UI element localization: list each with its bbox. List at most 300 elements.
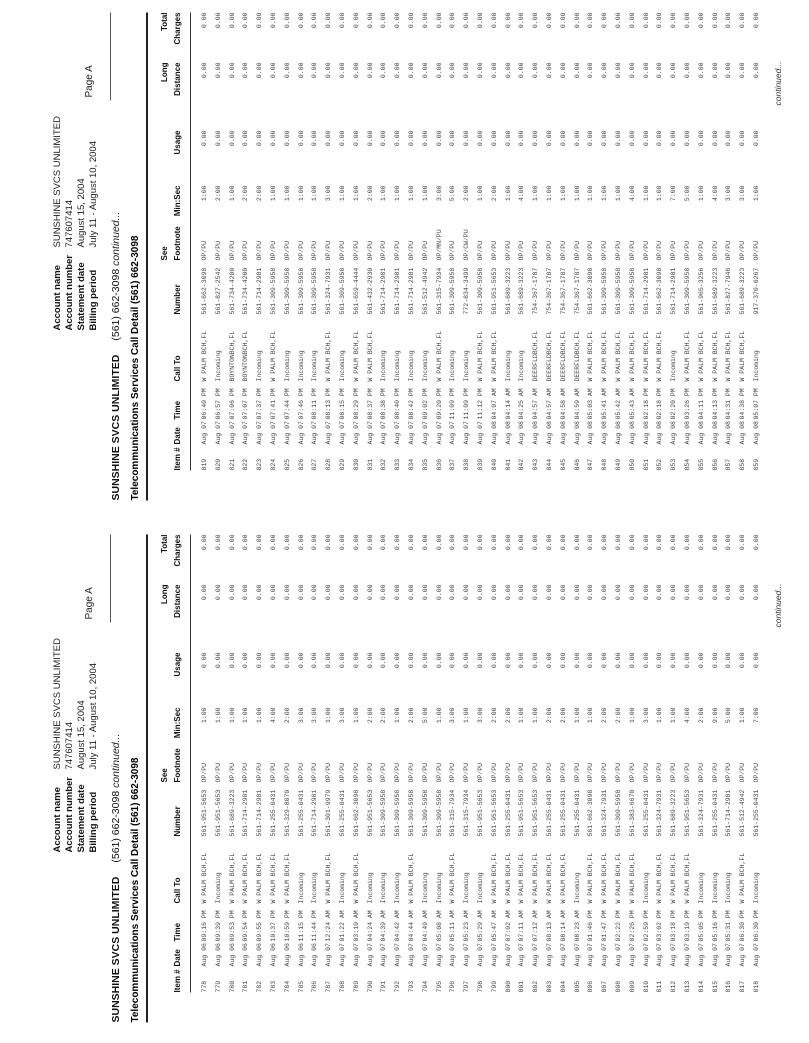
phone-number: 561-951-5653 <box>214 789 222 836</box>
call-to: W PALM BCH,FL <box>739 330 747 382</box>
call-to: W PALM BCH,FL <box>325 852 333 903</box>
call-date: Aug 08 <box>615 421 622 445</box>
footnote-code: OP/PU <box>546 762 553 782</box>
total-charges-amount: 0.00 <box>628 534 636 550</box>
total-charges-amount: 0.00 <box>297 12 305 29</box>
item-number: 806 <box>587 980 595 992</box>
total-charges-amount: 0.00 <box>283 12 291 29</box>
min-sec: 2:00 <box>366 185 374 202</box>
call-to: Incoming <box>670 350 678 382</box>
call-to: Incoming <box>753 871 760 903</box>
usage-amount: 0.00 <box>725 652 733 668</box>
min-sec: 1:00 <box>408 185 415 202</box>
usage-amount: 0.00 <box>283 130 291 147</box>
company-name: SUNSHINE SVCS UNLIMITED <box>110 876 122 1022</box>
call-detail-row <box>229 522 243 1043</box>
total-charges-amount: 0.00 <box>587 12 595 29</box>
min-sec: 5:00 <box>725 707 733 723</box>
call-to: W PALM BCH,FL <box>684 330 691 382</box>
call-time: 07:37 PM <box>256 388 264 420</box>
call-time: 08:29 PM <box>352 388 360 420</box>
footnote-code: OP/PU <box>421 240 429 261</box>
item-number: 780 <box>228 980 236 992</box>
long-distance-amount: 0.00 <box>256 584 264 600</box>
call-time: 10:37 PM <box>270 909 277 941</box>
item-number: 832 <box>380 458 388 471</box>
item-number: 785 <box>297 980 305 992</box>
phone-number: 561-309-5958 <box>684 267 691 315</box>
total-charges-amount: 0.00 <box>546 12 553 29</box>
call-date: Aug 07 <box>642 942 650 966</box>
item-number: 797 <box>463 980 471 992</box>
footnote-code: OP/PU <box>270 240 277 261</box>
long-distance-amount: 0.00 <box>697 584 705 600</box>
usage-amount: 0.00 <box>711 652 719 668</box>
call-time: 05:23 AM <box>463 909 471 941</box>
call-to: Incoming <box>642 871 650 903</box>
footnote-code: OP/PU <box>490 762 498 782</box>
call-to: W PALM BCH,FL <box>201 852 208 903</box>
item-number: 827 <box>311 458 319 471</box>
footnote-code: OP/PU <box>615 240 622 261</box>
footnote-code: OP/PU <box>394 240 402 261</box>
call-to: W PALM BCH,FL <box>615 852 622 903</box>
col-header-usage: Usage <box>173 130 182 155</box>
call-detail-row <box>422 522 436 1043</box>
call-to: Incoming <box>366 871 374 903</box>
call-detail-row <box>560 1 574 522</box>
call-detail-row <box>698 1 712 522</box>
item-number: 812 <box>670 980 678 992</box>
footnote-code: OP/PU <box>297 762 305 782</box>
call-date: Aug 07 <box>366 421 374 445</box>
phone-number: 561-689-3223 <box>711 267 719 315</box>
footnote-code: OP/PU <box>504 240 512 261</box>
item-number: 816 <box>725 980 733 992</box>
total-charges-amount: 0.00 <box>449 534 457 550</box>
call-to: W PALM BCH,FL <box>366 330 374 382</box>
call-to: Incoming <box>518 350 526 382</box>
call-date: Aug 06 <box>297 942 305 966</box>
call-date: Aug 07 <box>532 942 540 966</box>
usage-amount: 0.00 <box>297 652 305 668</box>
min-sec: 3:00 <box>435 185 443 202</box>
long-distance-amount: 0.00 <box>587 62 595 79</box>
call-time: 07:12 AM <box>532 909 540 941</box>
total-charges-amount: 0.00 <box>725 12 733 29</box>
call-date: Aug 07 <box>615 942 622 966</box>
footnote-code: OP/PU <box>380 762 388 782</box>
col-header-total: Total <box>160 534 169 553</box>
min-sec: 1:00 <box>380 185 388 202</box>
call-to: Incoming <box>421 350 429 382</box>
phone-number: 561-255-0431 <box>270 789 277 836</box>
phone-number: 754-367-1787 <box>546 267 553 315</box>
long-distance-amount: 0.00 <box>753 584 760 600</box>
phone-number: 561-432-2930 <box>366 267 374 315</box>
call-date: Aug 06 <box>201 942 208 966</box>
usage-amount: 0.00 <box>449 130 457 147</box>
call-time: 02:18 PM <box>642 388 650 420</box>
account-name-value: SUNSHINE SVCS UNLIMITED <box>52 637 63 769</box>
call-to: BOYNTONBCH,FL <box>228 330 236 382</box>
call-to: W PALM BCH,FL <box>518 852 526 903</box>
total-charges-amount: 0.00 <box>504 12 512 29</box>
usage-amount: 0.00 <box>587 652 595 668</box>
usage-amount: 0.00 <box>449 652 457 668</box>
call-date: Aug 08 <box>587 421 595 445</box>
call-time: 03:26 PM <box>684 388 691 420</box>
min-sec: 1:00 <box>573 185 581 202</box>
call-date: Aug 08 <box>601 421 609 445</box>
footnote-code: OP/PU <box>573 762 581 782</box>
footnote-code: OP/PU <box>753 762 760 782</box>
long-distance-amount: 0.00 <box>394 584 402 600</box>
total-charges-amount: 0.00 <box>587 534 595 550</box>
call-date: Aug 07 <box>270 421 277 445</box>
total-charges-amount: 0.00 <box>739 12 747 29</box>
account-number-line <box>64 1 76 522</box>
call-detail-row <box>753 1 767 522</box>
call-date: Aug 07 <box>477 942 484 966</box>
long-distance-amount: 0.00 <box>283 62 291 79</box>
rotated-page-bottom <box>0 522 809 1043</box>
min-sec: 1:00 <box>352 707 360 723</box>
phone-number: 561-714-2981 <box>380 267 388 315</box>
call-time: 05:42 AM <box>615 388 622 420</box>
call-to: Incoming <box>504 350 512 382</box>
call-date: Aug 07 <box>725 942 733 966</box>
call-to: W PALM BCH,FL <box>628 330 636 382</box>
phone-number: 561-662-3098 <box>656 267 664 315</box>
phone-number: 561-315-7934 <box>449 789 457 836</box>
total-charges-amount: 0.00 <box>559 12 567 29</box>
header-rule <box>110 534 111 622</box>
phone-number: 561-324-7931 <box>697 789 705 836</box>
col-header-min-sec: Min:Sec <box>173 707 182 738</box>
col-header-date: Date <box>173 948 182 966</box>
call-date: Aug 07 <box>670 942 678 966</box>
footnote-code: OP/PU <box>753 240 760 261</box>
call-to: Incoming <box>214 871 222 903</box>
item-number: 779 <box>214 980 222 992</box>
long-distance-amount: 0.00 <box>518 584 526 600</box>
usage-amount: 0.00 <box>532 652 540 668</box>
long-distance-amount: 0.00 <box>642 62 650 79</box>
item-number: 855 <box>697 458 705 471</box>
call-date: Aug 07 <box>656 942 664 966</box>
usage-amount: 0.00 <box>601 130 609 147</box>
call-to: W PALM BCH,FL <box>504 852 512 903</box>
call-detail-row <box>436 522 450 1043</box>
call-to: DEERFLDBCH,FL <box>546 330 553 382</box>
footnote-code: OP/PU <box>325 762 333 782</box>
phone-number: 561-324-7931 <box>325 267 333 315</box>
footnote-code: OP/PU <box>601 240 609 261</box>
call-date: Aug 08 <box>628 421 636 445</box>
footnote-code: OP/PU <box>490 240 498 261</box>
min-sec: 3:00 <box>642 707 650 723</box>
long-distance-amount: 0.00 <box>201 62 208 79</box>
long-distance-amount: 0.00 <box>504 584 512 600</box>
call-time: 04:31 PM <box>725 388 733 420</box>
phone-number: 561-309-5958 <box>601 267 609 315</box>
usage-amount: 0.00 <box>408 130 415 147</box>
usage-amount: 0.00 <box>311 130 319 147</box>
long-distance-amount: 0.00 <box>725 584 733 600</box>
total-charges-amount: 0.00 <box>725 534 733 550</box>
phone-number: 561-255-0431 <box>559 789 567 836</box>
min-sec: 3:00 <box>297 707 305 723</box>
footnote-code: OP/PU <box>684 240 691 261</box>
call-detail-row <box>546 1 560 522</box>
call-to: W PALM BCH,FL <box>587 852 595 903</box>
statement-date-label: Statement date <box>76 262 87 331</box>
account-name-value: SUNSHINE SVCS UNLIMITED <box>52 116 63 248</box>
total-charges-amount: 0.00 <box>352 534 360 550</box>
call-time: 04:58 AM <box>559 388 567 420</box>
call-to: DEERFLDBCH,FL <box>532 330 540 382</box>
call-time: 06:40 PM <box>201 388 208 420</box>
total-charges-amount: 0.00 <box>270 534 277 550</box>
phone-number: 561-315-7934 <box>463 789 471 836</box>
col-header-charges: Charges <box>173 534 182 567</box>
call-to: W PALM BCH,FL <box>352 852 360 903</box>
long-distance-amount: 0.00 <box>463 584 471 600</box>
total-charges-amount: 0.00 <box>490 12 498 29</box>
total-charges-amount: 0.00 <box>615 12 622 29</box>
phone-number: (561) 662-3098 <box>110 268 122 341</box>
call-date: Aug 07 <box>256 421 264 445</box>
call-time: 04:13 PM <box>711 388 719 420</box>
item-number: 858 <box>739 458 747 471</box>
phone-number: 561-951-5653 <box>201 789 208 836</box>
call-to: Incoming <box>477 871 484 903</box>
phone-number: 561-309-5958 <box>615 267 622 315</box>
section-title: Telecommunications Services Call Detail (561) 662-3098 <box>130 235 141 501</box>
usage-amount: 0.00 <box>559 130 567 147</box>
call-to: W PALM BCH,FL <box>435 330 443 382</box>
call-time: 09:53 PM <box>228 909 236 941</box>
long-distance-amount: 0.00 <box>518 62 526 79</box>
item-number: 852 <box>656 458 664 471</box>
call-time: 04:44 AM <box>408 909 415 941</box>
call-date: Aug 07 <box>421 942 429 966</box>
phone-number: 917-370-0267 <box>753 267 760 315</box>
total-charges-amount: 0.00 <box>739 534 747 550</box>
col-header-footnote: Footnote <box>173 747 182 782</box>
call-date: Aug 07 <box>366 942 374 966</box>
phone-number: 561-714-2981 <box>394 267 402 315</box>
total-charges-amount: 0.00 <box>684 534 691 550</box>
long-distance-amount: 0.00 <box>753 62 760 79</box>
total-charges-amount: 0.00 <box>559 534 567 550</box>
min-sec: 1:00 <box>325 707 333 723</box>
item-number: 817 <box>739 980 747 992</box>
long-distance-amount: 0.00 <box>283 584 291 600</box>
footnote-code: OP/PU <box>477 762 484 782</box>
min-sec: 4:00 <box>518 185 526 202</box>
phone-number: 561-315-7934 <box>435 267 443 315</box>
footnote-code: OP/PU <box>256 762 264 782</box>
phone-number: 561-827-7946 <box>725 267 733 315</box>
min-sec: 4:00 <box>628 185 636 202</box>
call-date: Aug 07 <box>311 421 319 445</box>
footnote-code: OP/PU <box>559 762 567 782</box>
item-number: 856 <box>711 458 719 471</box>
call-detail-row <box>394 1 408 522</box>
phone-number: 561-951-5653 <box>477 789 484 836</box>
footnote-code: OP/PU <box>532 762 540 782</box>
total-charges-amount: 0.00 <box>463 534 471 550</box>
min-sec: 7:00 <box>753 707 760 723</box>
min-sec: 1:00 <box>201 707 208 723</box>
usage-amount: 0.00 <box>711 130 719 147</box>
total-charges-amount: 0.00 <box>242 534 250 550</box>
call-to: Incoming <box>339 871 346 903</box>
call-to: Incoming <box>256 350 264 382</box>
call-to: DEERFLDBCH,FL <box>559 330 567 382</box>
call-date: Aug 07 <box>449 942 457 966</box>
min-sec: 2:00 <box>366 707 374 723</box>
phone-number: 561-951-5653 <box>490 267 498 315</box>
call-time: 04:07 AM <box>490 388 498 420</box>
item-number: 834 <box>408 458 415 471</box>
call-detail-row <box>532 1 546 522</box>
call-detail-row <box>574 522 588 1043</box>
item-number: 814 <box>697 980 705 992</box>
call-date: Aug 07 <box>490 942 498 966</box>
usage-amount: 0.00 <box>490 652 498 668</box>
call-date: Aug 08 <box>573 421 581 445</box>
call-detail-row <box>215 522 229 1043</box>
call-detail-row <box>712 522 726 1043</box>
item-number: 791 <box>380 980 388 992</box>
long-distance-amount: 0.00 <box>449 62 457 79</box>
col-header-item: Item # <box>173 447 182 471</box>
call-time: 02:59 PM <box>642 909 650 941</box>
call-date: Aug 07 <box>504 942 512 966</box>
usage-amount: 0.00 <box>546 652 553 668</box>
min-sec: 5:00 <box>684 185 691 202</box>
phone-number: 561-309-5958 <box>283 267 291 315</box>
item-number: 835 <box>421 458 429 471</box>
min-sec: 1:00 <box>670 707 678 723</box>
min-sec: 2:00 <box>256 185 264 202</box>
call-detail-row <box>587 522 601 1043</box>
total-charges-amount: 0.00 <box>532 534 540 550</box>
item-number: 818 <box>753 980 760 992</box>
min-sec: 1:00 <box>601 185 609 202</box>
col-header-time: Time <box>173 922 182 941</box>
call-date: Aug 06 <box>283 942 291 966</box>
footnote-code: OP/PU <box>739 240 747 261</box>
min-sec: 9:00 <box>711 707 719 723</box>
billing-period-label: Billing period <box>88 791 99 852</box>
item-number: 808 <box>615 980 622 992</box>
phone-number: 561-255-0431 <box>642 789 650 836</box>
total-charges-amount: 0.00 <box>228 534 236 550</box>
call-time: 08:42 PM <box>408 388 415 420</box>
call-time: 11:44 PM <box>311 909 319 941</box>
phone-number: 561-309-5958 <box>297 267 305 315</box>
usage-amount: 0.00 <box>201 130 208 147</box>
call-date: Aug 07 <box>242 421 250 445</box>
call-time: 07:07 PM <box>242 388 250 420</box>
min-sec: 1:00 <box>394 185 402 202</box>
call-to: Incoming <box>711 871 719 903</box>
long-distance-amount: 0.00 <box>297 584 305 600</box>
usage-amount: 0.00 <box>697 130 705 147</box>
item-number: 836 <box>435 458 443 471</box>
total-charges-amount: 0.00 <box>615 534 622 550</box>
section-rule <box>146 534 148 1022</box>
total-charges-amount: 0.00 <box>214 12 222 29</box>
call-time: 09:54 PM <box>242 909 250 941</box>
total-charges-amount: 0.00 <box>421 534 429 550</box>
phone-number: 754-367-1787 <box>532 267 540 315</box>
min-sec: 1:00 <box>587 707 595 723</box>
footnote-code: OP/PU <box>449 240 457 261</box>
phone-number: 561-309-5958 <box>339 267 346 315</box>
min-sec: 1:00 <box>339 185 346 202</box>
continued-footer: continued... <box>773 61 783 106</box>
call-time: 05:29 AM <box>477 909 484 941</box>
call-date: Aug 08 <box>656 421 664 445</box>
long-distance-amount: 0.00 <box>421 62 429 79</box>
call-time: 05:07 PM <box>753 388 760 420</box>
usage-amount: 0.00 <box>656 652 664 668</box>
item-number: 783 <box>270 980 277 992</box>
min-sec: 3:00 <box>477 707 484 723</box>
long-distance-amount: 0.00 <box>546 62 553 79</box>
call-to: W PALM BCH,FL <box>242 852 250 903</box>
min-sec: 2:00 <box>697 707 705 723</box>
call-detail-row <box>477 1 491 522</box>
section-rule <box>146 13 148 501</box>
long-distance-amount: 0.00 <box>628 584 636 600</box>
item-number: 823 <box>256 458 264 471</box>
call-to: W PALM BCH,FL <box>739 852 747 903</box>
call-detail-row <box>601 522 615 1043</box>
footnote-code: OP/PU <box>518 762 526 782</box>
usage-amount: 0.00 <box>573 652 581 668</box>
usage-amount: 0.00 <box>532 130 540 147</box>
footnote-code: OP/PU <box>214 762 222 782</box>
total-charges-amount: 0.00 <box>339 12 346 29</box>
item-number: 837 <box>449 458 457 471</box>
col-header-see: See <box>160 246 169 261</box>
footnote-code: OP/PU <box>546 240 553 261</box>
phone-number: 561-714-2981 <box>725 789 733 836</box>
footnote-code: OP/PU <box>656 240 664 261</box>
total-charges-amount: 0.00 <box>670 534 678 550</box>
call-time: 05:41 AM <box>601 388 609 420</box>
footnote-code: OP/PU <box>463 762 471 782</box>
item-number: 809 <box>628 980 636 992</box>
long-distance-amount: 0.00 <box>201 584 208 600</box>
col-header-number: Number <box>173 805 182 836</box>
call-to: W PALM BCH,FL <box>449 852 457 903</box>
call-detail-row <box>629 1 643 522</box>
call-detail-row <box>311 522 325 1043</box>
phone-number: 754-367-1787 <box>559 267 567 315</box>
min-sec: 1:00 <box>532 707 540 723</box>
call-detail-row <box>491 522 505 1043</box>
call-time: 05:16 PM <box>711 909 719 941</box>
call-detail-row <box>284 522 298 1043</box>
total-charges-amount: 0.00 <box>228 12 236 29</box>
